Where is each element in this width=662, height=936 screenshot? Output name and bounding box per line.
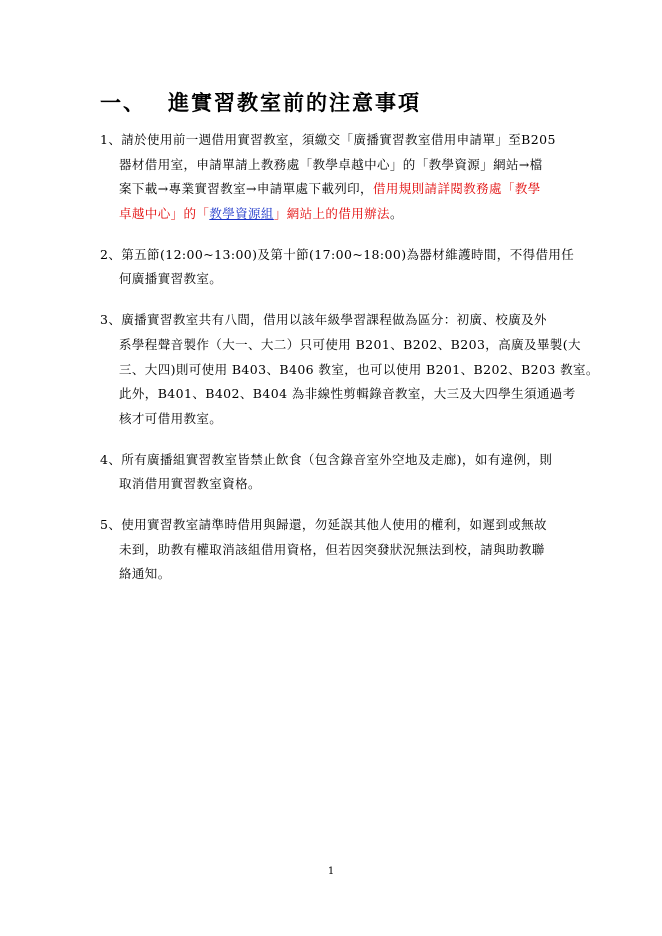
list-item-line [100,538,562,563]
text-segment: 3、廣播實習教室共有八間，借用以該年級學習課程做為區分：初廣、校廣及外 [100,312,547,328]
page-number: 1 [327,866,335,877]
text-segment: 4、所有廣播組實習教室皆禁止飲食（包含錄音室外空地及走廊)，如有違例，則 [100,451,553,467]
text-segment: 核才可借用教室。 [119,410,223,426]
list-item-line [100,358,599,383]
text-segment: 5、使用實習教室請準時借用與歸還，勿延誤其他人使用的權利，如遲到或無故 [100,516,547,532]
list-item-line [100,472,562,497]
list-item-line [100,128,562,153]
section-title: 進實習教室前的注意事項 [168,90,421,115]
list-item-line [100,562,562,587]
list-item-line [100,407,562,432]
rules-list [100,128,599,603]
list-item-line [100,333,581,358]
list-item [100,513,562,587]
list-item-line [100,267,562,292]
text-segment: 三、大四)則可使用 B403、B406 教室，也可以使用 B201、B202、B203 教室。 [119,361,599,377]
list-item-line [100,153,562,178]
text-segment: 1、請於使用前一週借用實習教室，須繳交「廣播實習教室借用申請單」至B205 [100,132,556,147]
list-item-line [100,202,562,227]
section-number: 一、 [100,90,146,115]
text-segment: 未到，助教有權取消該組借用資格，但若因突發狀況無法到校，請與助教聯 [119,541,545,557]
borrowing-rules-note: 」網站上的借用辦法 [273,206,390,222]
list-item-line [100,243,575,268]
borrowing-rules-note: 借用規則請詳閱教務處「教學 [372,181,541,197]
list-item-line [100,382,576,407]
list-item [100,243,575,292]
list-item-line [100,448,562,473]
list-item [100,128,562,227]
teaching-resources-link[interactable]: 教學資源組 [209,206,274,222]
text-segment: 器材借用室，申請單請上教務處「教學卓越中心」的「教學資源」網站→檔 [119,156,543,172]
borrowing-rules-note: 卓越中心」的「 [119,206,210,222]
list-item [100,448,562,497]
text-segment: 絡通知。 [119,566,171,582]
text-segment: 2、第五節(12:00~13:00)及第十節(17:00~18:00)為器材維護時間，不得借用任 [100,246,575,262]
list-item-line [100,177,562,202]
text-segment: 。 [389,206,403,222]
text-segment: 取消借用實習教室資格。 [119,476,261,492]
section-heading [100,87,421,117]
text-segment: 何廣播實習教室。 [119,271,223,287]
text-segment: 此外，B401、B402、B404 為非線性剪輯錄音教室，大三及大四學生須通過考 [119,386,576,402]
list-item [100,308,599,431]
list-item-line [100,308,562,333]
text-segment: 系學程聲音製作（大一、大二）只可使用 B201、B202、B203，高廣及畢製(大 [119,336,581,352]
text-segment: 案下載→專業實習教室→申請單處下載列印， [119,181,373,197]
list-item-line [100,513,562,538]
